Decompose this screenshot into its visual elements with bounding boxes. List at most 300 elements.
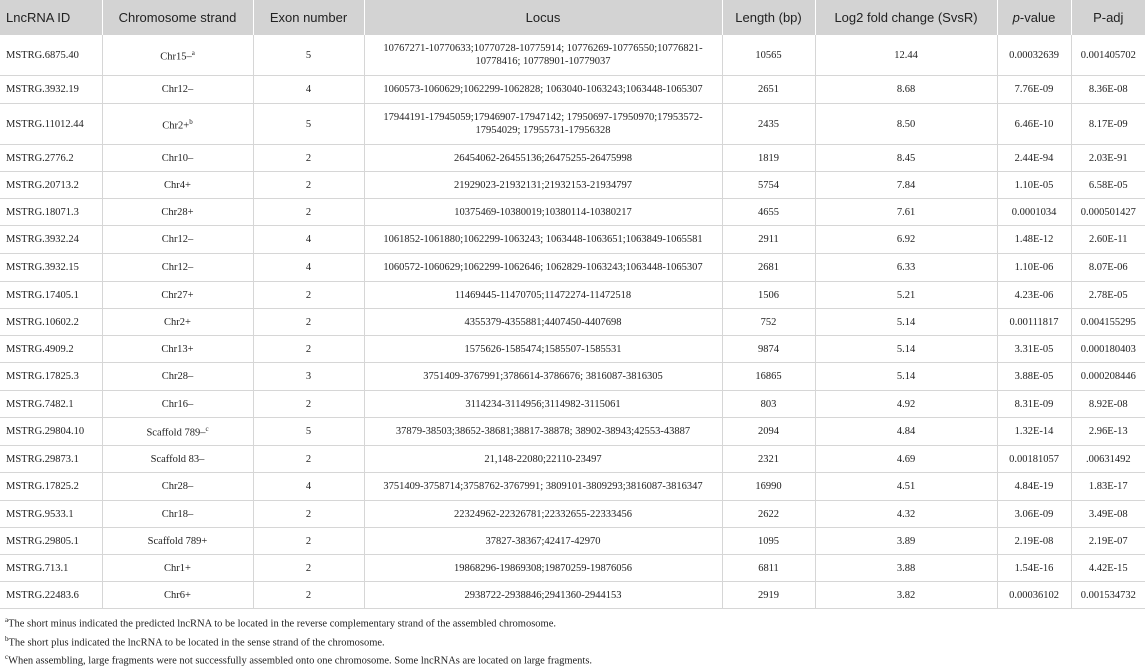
cell-log2-fold-change [815, 172, 997, 199]
cell-log2-fold-change-text: 3.88 [896, 562, 916, 574]
cell-p-adj-text: 8.07E-06 [1088, 262, 1128, 273]
header-chromosome-strand: Chromosome strand [102, 0, 253, 35]
table-row [0, 528, 1145, 555]
cell-length [722, 145, 815, 172]
cell-p-adj [1071, 145, 1145, 172]
cell-p-adj [1071, 76, 1145, 104]
cell-length [722, 391, 815, 418]
cell-exon-number [253, 104, 364, 145]
table-row [0, 172, 1145, 199]
cell-exon-number-text: 2 [305, 152, 312, 164]
cell-p-value [997, 104, 1071, 145]
cell-p-value [997, 282, 1071, 309]
cell-p-value [997, 501, 1071, 528]
cell-exon-number [253, 76, 364, 104]
cell-log2-fold-change-text: 8.68 [896, 84, 916, 95]
cell-locus [364, 363, 722, 391]
cell-locus [364, 528, 722, 555]
cell-length-text: 16990 [755, 481, 782, 492]
cell-length [722, 446, 815, 473]
cell-log2-fold-change [815, 418, 997, 446]
cell-locus-text: 11469445-11470705;11472274-11472518 [454, 289, 632, 301]
cell-chromosome-strand [102, 172, 253, 199]
cell-lncrna-id-text: MSTRG.20713.2 [6, 179, 79, 191]
cell-exon-number [253, 172, 364, 199]
table-body [0, 35, 1145, 609]
cell-locus [364, 582, 722, 609]
cell-lncrna-id [0, 501, 102, 528]
cell-log2-fold-change-text: 4.32 [896, 508, 916, 520]
cell-chromosome-strand [102, 473, 253, 501]
cell-chromosome-strand [102, 446, 253, 473]
cell-log2-fold-change-text: 8.45 [896, 152, 916, 164]
cell-locus [364, 336, 722, 363]
cell-length [722, 363, 815, 391]
cell-locus-text: 21929023-21932131;21932153-21934797 [454, 179, 632, 191]
cell-locus-text: 10767271-10770633;10770728-10775914; 10776269-10776550;10776821-10778416; 10778901-10779037 [383, 43, 703, 67]
cell-chromosome-strand-text: Chr6+ [164, 589, 191, 601]
cell-p-value [997, 391, 1071, 418]
cell-p-value [997, 309, 1071, 336]
cell-p-adj-text: 2.60E-11 [1089, 234, 1128, 245]
cell-log2-fold-change [815, 391, 997, 418]
cell-locus-text: 4355379-4355881;4407450-4407698 [464, 316, 622, 328]
cell-locus [364, 104, 722, 145]
cell-p-value-text: 2.19E-08 [1014, 535, 1054, 547]
cell-lncrna-id [0, 363, 102, 391]
cell-lncrna-id-text: MSTRG.3932.24 [6, 234, 79, 245]
cell-log2-fold-change [815, 528, 997, 555]
footnotes [0, 609, 1145, 669]
cell-chromosome-strand [102, 226, 253, 254]
footnote-mark: a [5, 616, 9, 624]
cell-log2-fold-change [815, 501, 997, 528]
cell-length [722, 336, 815, 363]
cell-locus [364, 199, 722, 226]
cell-lncrna-id [0, 172, 102, 199]
cell-log2-fold-change [815, 555, 997, 582]
cell-p-value-text: 3.06E-09 [1014, 508, 1054, 520]
cell-chromosome-strand [102, 254, 253, 282]
cell-log2-fold-change-text: 5.21 [896, 289, 916, 301]
cell-chromosome-strand-text: Chr4+ [164, 179, 191, 191]
cell-chromosome-strand-text: Chr28+ [161, 206, 194, 218]
cell-length [722, 555, 815, 582]
cell-log2-fold-change-text: 6.92 [896, 234, 916, 245]
cell-locus [364, 254, 722, 282]
cell-lncrna-id-text: MSTRG.22483.6 [6, 589, 79, 601]
cell-lncrna-id-text: MSTRG.3932.19 [6, 84, 79, 95]
cell-exon-number [253, 199, 364, 226]
cell-p-value [997, 35, 1071, 76]
cell-exon-number [253, 309, 364, 336]
cell-log2-fold-change [815, 582, 997, 609]
cell-chromosome-strand-text: Scaffold 789+ [147, 535, 208, 547]
cell-p-value [997, 555, 1071, 582]
cell-p-value-text: 6.46E-10 [1014, 118, 1054, 130]
cell-lncrna-id-text: MSTRG.11012.44 [6, 118, 84, 130]
cell-locus [364, 418, 722, 446]
cell-p-adj [1071, 254, 1145, 282]
table-row [0, 104, 1145, 145]
cell-p-adj-text: 2.78E-05 [1088, 289, 1128, 301]
cell-exon-number-text: 4 [305, 234, 312, 245]
cell-exon-number [253, 254, 364, 282]
cell-length [722, 473, 815, 501]
cell-length [722, 226, 815, 254]
cell-exon-number [253, 446, 364, 473]
cell-chromosome-strand [102, 528, 253, 555]
header-p-adj: P-adj [1071, 0, 1145, 35]
cell-length [722, 528, 815, 555]
cell-length-text: 1095 [758, 535, 779, 547]
cell-length-text: 2651 [758, 84, 779, 95]
cell-chromosome-strand-text: Chr12– [161, 234, 194, 245]
cell-lncrna-id [0, 555, 102, 582]
cell-chromosome-strand-text: Chr15– [160, 51, 192, 63]
cell-log2-fold-change [815, 226, 997, 254]
cell-chromosome-strand-text: Chr13+ [161, 343, 194, 355]
cell-p-value-text: 8.31E-09 [1014, 398, 1054, 410]
cell-length-text: 2094 [758, 426, 779, 437]
cell-locus-text: 17944191-17945059;17946907-17947142; 17950697-17950970;17953572-17954029; 17955731-17956328 [383, 112, 703, 136]
cell-p-adj [1071, 199, 1145, 226]
cell-p-adj-text: 0.001405702 [1080, 49, 1136, 61]
table-row [0, 76, 1145, 104]
cell-length [722, 254, 815, 282]
cell-p-adj [1071, 309, 1145, 336]
cell-lncrna-id-text: MSTRG.7482.1 [6, 398, 74, 410]
cell-length [722, 418, 815, 446]
cell-chromosome-strand [102, 104, 253, 145]
cell-exon-number [253, 528, 364, 555]
footnote [5, 650, 1145, 669]
table-row [0, 336, 1145, 363]
cell-lncrna-id-text: MSTRG.4909.2 [6, 343, 74, 355]
cell-lncrna-id [0, 582, 102, 609]
cell-length-text: 752 [760, 316, 777, 328]
cell-log2-fold-change-text: 5.14 [896, 316, 916, 328]
cell-p-value-text: 0.00181057 [1009, 453, 1059, 465]
header-p-value [997, 0, 1071, 35]
cell-chromosome-strand [102, 336, 253, 363]
cell-exon-number-text: 3 [305, 371, 312, 382]
cell-log2-fold-change-text: 7.84 [896, 179, 916, 191]
cell-p-value-text: 1.10E-05 [1014, 179, 1054, 191]
cell-p-value [997, 528, 1071, 555]
cell-log2-fold-change [815, 254, 997, 282]
cell-log2-fold-change-text: 8.50 [896, 118, 916, 130]
cell-length [722, 104, 815, 145]
cell-locus-text: 2938722-2938846;2941360-2944153 [464, 589, 622, 601]
cell-log2-fold-change [815, 76, 997, 104]
cell-exon-number-text: 2 [305, 179, 312, 191]
cell-lncrna-id [0, 473, 102, 501]
cell-locus-text: 3114234-3114956;3114982-3115061 [465, 398, 621, 410]
cell-p-adj-text: 2.96E-13 [1088, 426, 1128, 437]
cell-exon-number-text: 2 [305, 316, 312, 328]
cell-log2-fold-change-text: 7.61 [896, 206, 916, 218]
cell-p-adj-text: 8.92E-08 [1088, 398, 1128, 410]
cell-exon-number-text: 4 [305, 481, 312, 492]
cell-p-adj-text: 0.000208446 [1080, 371, 1136, 382]
cell-log2-fold-change-text: 4.69 [896, 453, 916, 465]
footnote-marker: b [189, 117, 193, 126]
cell-log2-fold-change [815, 145, 997, 172]
cell-p-value-text: 0.0001034 [1011, 206, 1057, 218]
cell-chromosome-strand-text: Chr27+ [161, 289, 194, 301]
cell-length-text: 1506 [758, 289, 779, 301]
cell-lncrna-id [0, 418, 102, 446]
cell-locus-text: 26454062-26455136;26475255-26475998 [454, 152, 632, 164]
cell-lncrna-id-text: MSTRG.2776.2 [6, 152, 74, 164]
table-row [0, 226, 1145, 254]
header-lncrna-id: LncRNA ID [0, 0, 102, 35]
footnote-mark: b [5, 634, 9, 643]
cell-chromosome-strand-text: Chr10– [161, 152, 194, 164]
cell-lncrna-id-text: MSTRG.3932.15 [6, 262, 79, 273]
cell-locus [364, 172, 722, 199]
cell-locus-text: 1060573-1060629;1062299-1062828; 1063040-1063243;1063448-1065307 [383, 84, 703, 95]
cell-locus-text: 3751409-3758714;3758762-3767991; 3809101-3809293;3816087-3816347 [383, 481, 703, 492]
cell-p-value [997, 363, 1071, 391]
table-row [0, 391, 1145, 418]
cell-exon-number [253, 501, 364, 528]
cell-exon-number-text: 5 [305, 49, 312, 61]
cell-chromosome-strand-text: Scaffold 83– [150, 453, 205, 465]
cell-p-adj-text: 3.49E-08 [1088, 508, 1128, 520]
cell-locus-text: 37827-38367;42417-42970 [485, 535, 601, 547]
cell-chromosome-strand [102, 418, 253, 446]
cell-p-adj [1071, 473, 1145, 501]
table-row [0, 282, 1145, 309]
cell-locus-text: 1575626-1585474;1585507-1585531 [464, 343, 622, 355]
cell-locus [364, 501, 722, 528]
cell-chromosome-strand [102, 76, 253, 104]
footnote [5, 632, 1145, 651]
cell-chromosome-strand-text: Chr12– [161, 262, 194, 273]
cell-length-text: 803 [760, 398, 777, 410]
cell-length-text: 9874 [758, 343, 779, 355]
cell-length-text: 2622 [758, 508, 779, 520]
cell-exon-number [253, 35, 364, 76]
cell-length-text: 5754 [758, 179, 779, 191]
cell-chromosome-strand [102, 555, 253, 582]
cell-p-adj-text: 0.001534732 [1080, 589, 1136, 601]
table-row [0, 309, 1145, 336]
cell-exon-number-text: 2 [305, 453, 312, 465]
cell-log2-fold-change [815, 309, 997, 336]
cell-p-adj-text: 8.17E-09 [1088, 118, 1128, 130]
cell-exon-number-text: 2 [305, 589, 312, 601]
cell-log2-fold-change [815, 104, 997, 145]
cell-length-text: 10565 [755, 49, 782, 61]
cell-p-adj [1071, 336, 1145, 363]
cell-log2-fold-change-text: 4.84 [896, 426, 916, 437]
cell-p-value-text: 0.00036102 [1009, 589, 1059, 601]
cell-exon-number-text: 4 [305, 84, 312, 95]
cell-length-text: 4655 [758, 206, 779, 218]
footnote-text: When assembling, large fragments were not successfully assembled onto one chromosome. Some lncRNAs are located on large fragments. [8, 655, 593, 667]
cell-p-value-text: 2.44E-94 [1014, 152, 1054, 164]
cell-exon-number-text: 5 [305, 426, 312, 437]
cell-p-value-text: 1.32E-14 [1014, 426, 1054, 437]
cell-locus-text: 3751409-3767991;3786614-3786676; 3816087-3816305 [423, 371, 663, 382]
cell-length [722, 35, 815, 76]
cell-lncrna-id-text: MSTRG.17405.1 [6, 289, 79, 301]
cell-length-text: 2435 [758, 118, 779, 130]
table-row [0, 555, 1145, 582]
cell-log2-fold-change [815, 282, 997, 309]
cell-chromosome-strand [102, 282, 253, 309]
cell-lncrna-id [0, 76, 102, 104]
cell-p-adj [1071, 501, 1145, 528]
header-p-value-rest: -value [1019, 10, 1056, 25]
cell-p-adj-text: 2.19E-07 [1088, 535, 1128, 547]
cell-locus-text: 1061852-1061880;1062299-1063243; 1063448-1063651;1063849-1065581 [383, 234, 703, 245]
cell-p-adj [1071, 104, 1145, 145]
cell-p-value-text: 4.23E-06 [1014, 289, 1054, 301]
cell-p-value [997, 254, 1071, 282]
cell-locus [364, 446, 722, 473]
header-row [0, 0, 1145, 35]
cell-length-text: 1819 [758, 152, 779, 164]
cell-p-adj [1071, 528, 1145, 555]
cell-exon-number [253, 418, 364, 446]
cell-chromosome-strand [102, 363, 253, 391]
cell-locus [364, 391, 722, 418]
cell-p-adj [1071, 555, 1145, 582]
cell-p-adj-text: 0.004155295 [1080, 316, 1136, 328]
cell-chromosome-strand [102, 501, 253, 528]
footnote [5, 613, 1145, 632]
cell-lncrna-id [0, 199, 102, 226]
cell-lncrna-id-text: MSTRG.713.1 [6, 562, 69, 574]
cell-log2-fold-change-text: 12.44 [894, 49, 918, 61]
cell-lncrna-id-text: MSTRG.17825.2 [6, 481, 79, 492]
cell-length [722, 172, 815, 199]
cell-chromosome-strand [102, 582, 253, 609]
cell-lncrna-id [0, 104, 102, 145]
cell-chromosome-strand-text: Chr2+ [162, 120, 190, 132]
cell-p-adj [1071, 391, 1145, 418]
cell-log2-fold-change [815, 363, 997, 391]
cell-length-text: 2321 [758, 453, 779, 465]
footnote-text: The short minus indicated the predicted lncRNA to be located in the reverse complementary strand of the assembled chromosome. [8, 618, 556, 630]
cell-chromosome-strand-text: Chr18– [161, 508, 194, 520]
cell-log2-fold-change-text: 5.14 [896, 343, 916, 355]
cell-locus-text: 1060572-1060629;1062299-1062646; 1062829-1063243;1063448-1065307 [383, 262, 703, 273]
cell-log2-fold-change-text: 3.89 [896, 535, 916, 547]
cell-locus [364, 473, 722, 501]
cell-length-text: 16865 [755, 371, 782, 382]
cell-lncrna-id-text: MSTRG.29805.1 [6, 535, 79, 547]
table-row [0, 145, 1145, 172]
cell-exon-number [253, 582, 364, 609]
cell-length-text: 2911 [758, 234, 779, 245]
cell-p-adj [1071, 282, 1145, 309]
cell-exon-number-text: 2 [305, 508, 312, 520]
table-row [0, 254, 1145, 282]
cell-length [722, 76, 815, 104]
cell-lncrna-id [0, 336, 102, 363]
cell-p-adj-text: 0.000180403 [1080, 343, 1136, 355]
cell-p-value-text: 1.54E-16 [1014, 562, 1054, 574]
cell-exon-number [253, 282, 364, 309]
cell-lncrna-id-text: MSTRG.9533.1 [6, 508, 74, 520]
footnote-text: The short plus indicated the lncRNA to be located in the sense strand of the chromosome. [8, 637, 385, 648]
cell-p-adj-text: 1.83E-17 [1088, 481, 1128, 492]
cell-exon-number [253, 391, 364, 418]
cell-chromosome-strand-text: Chr28– [161, 371, 194, 382]
cell-log2-fold-change-text: 3.82 [896, 589, 916, 601]
cell-p-adj-text: .00631492 [1085, 453, 1131, 465]
cell-log2-fold-change-text: 4.92 [896, 398, 916, 410]
cell-p-value [997, 418, 1071, 446]
cell-p-value [997, 446, 1071, 473]
header-locus: Locus [364, 0, 722, 35]
table-row [0, 501, 1145, 528]
cell-chromosome-strand-text: Chr16– [161, 398, 194, 410]
cell-p-adj-text: 2.03E-91 [1088, 152, 1128, 164]
header-log2-fold-change: Log2 fold change (SvsR) [815, 0, 997, 35]
cell-lncrna-id [0, 391, 102, 418]
header-p-value-italic: p [1012, 10, 1020, 25]
cell-p-adj [1071, 226, 1145, 254]
cell-log2-fold-change-text: 5.14 [896, 371, 916, 382]
footnote-marker: c [205, 425, 209, 434]
cell-exon-number-text: 2 [305, 562, 312, 574]
cell-chromosome-strand [102, 391, 253, 418]
table-row [0, 582, 1145, 609]
table-row [0, 446, 1145, 473]
cell-lncrna-id [0, 282, 102, 309]
cell-p-value [997, 226, 1071, 254]
cell-lncrna-id-text: MSTRG.10602.2 [6, 316, 79, 328]
cell-chromosome-strand-text: Chr28– [161, 481, 194, 492]
cell-length-text: 2919 [758, 589, 779, 601]
cell-p-value-text: 3.31E-05 [1014, 343, 1054, 355]
table-row [0, 35, 1145, 76]
cell-p-value [997, 172, 1071, 199]
cell-lncrna-id-text: MSTRG.6875.40 [6, 49, 79, 61]
cell-exon-number [253, 555, 364, 582]
cell-length [722, 501, 815, 528]
cell-p-value-text: 1.48E-12 [1014, 234, 1054, 245]
cell-chromosome-strand-text: Chr12– [161, 84, 194, 95]
cell-locus [364, 145, 722, 172]
cell-p-value [997, 473, 1071, 501]
cell-locus [364, 76, 722, 104]
cell-p-value [997, 76, 1071, 104]
cell-log2-fold-change [815, 446, 997, 473]
cell-chromosome-strand [102, 35, 253, 76]
cell-locus-text: 10375469-10380019;10380114-10380217 [454, 206, 632, 218]
cell-log2-fold-change [815, 473, 997, 501]
cell-locus [364, 35, 722, 76]
cell-log2-fold-change [815, 336, 997, 363]
cell-p-adj-text: 8.36E-08 [1088, 84, 1128, 95]
cell-chromosome-strand-text: Chr1+ [164, 562, 191, 574]
cell-p-value [997, 145, 1071, 172]
cell-p-adj-text: 6.58E-05 [1088, 179, 1128, 191]
cell-chromosome-strand-text: Chr2+ [164, 316, 191, 328]
cell-p-value [997, 199, 1071, 226]
header-exon-number: Exon number [253, 0, 364, 35]
cell-locus-text: 19868296-19869308;19870259-19876056 [454, 562, 632, 574]
cell-length-text: 6811 [758, 562, 779, 574]
table-row [0, 199, 1145, 226]
